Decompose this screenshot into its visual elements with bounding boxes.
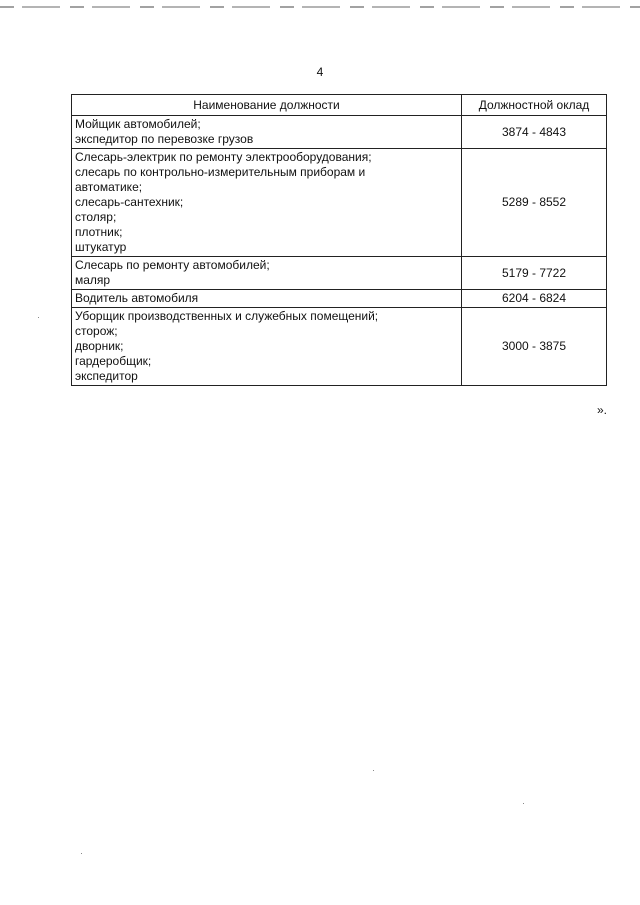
position-line: столяр; (75, 210, 117, 224)
scan-speck (38, 317, 39, 318)
scan-speck (523, 803, 524, 804)
table-row (72, 257, 607, 290)
salary-cell: 3000 - 3875 (462, 308, 607, 386)
table-header-row (72, 95, 607, 116)
salary-cell: 3874 - 4843 (462, 116, 607, 149)
scan-edge-artifact (0, 6, 640, 8)
salary-cell: 5179 - 7722 (462, 257, 607, 290)
table-row (72, 308, 607, 386)
position-cell (72, 257, 462, 290)
page-number: 4 (316, 65, 324, 79)
scan-speck (81, 853, 82, 854)
position-line: маляр (75, 273, 111, 287)
position-line: автоматике; (75, 180, 143, 194)
position-line: Слесарь по ремонту автомобилей; (75, 258, 270, 272)
salary-cell: 6204 - 6824 (462, 290, 607, 308)
position-line: плотник; (75, 225, 123, 239)
position-line: сторож; (75, 324, 118, 338)
position-line: Уборщик производственных и служебных помещений; (75, 309, 379, 323)
position-line: экспедитор по перевозке грузов (75, 132, 254, 146)
header-position: Наименование должности (72, 95, 462, 116)
table-row (72, 290, 607, 308)
scan-speck (373, 770, 374, 771)
header-salary: Должностной оклад (462, 95, 607, 116)
position-cell (72, 116, 462, 149)
position-line: Мойщик автомобилей; (75, 117, 201, 131)
position-line: экспедитор (75, 369, 138, 383)
position-line: гардеробщик; (75, 354, 152, 368)
position-line: Слесарь-электрик по ремонту электрооборудования; (75, 150, 372, 164)
position-cell (72, 149, 462, 257)
position-cell (72, 290, 462, 308)
salary-cell: 5289 - 8552 (462, 149, 607, 257)
position-cell (72, 308, 462, 386)
table-row (72, 149, 607, 257)
salary-table (71, 94, 607, 386)
table-row (72, 116, 607, 149)
position-line: Водитель автомобиля (75, 291, 199, 305)
position-line: штукатур (75, 240, 127, 254)
position-line: слесарь-сантехник; (75, 195, 184, 209)
position-line: слесарь по контрольно-измерительным приборам и (75, 165, 366, 179)
position-line: дворник; (75, 339, 124, 353)
closing-quote-mark: ». (597, 403, 608, 417)
